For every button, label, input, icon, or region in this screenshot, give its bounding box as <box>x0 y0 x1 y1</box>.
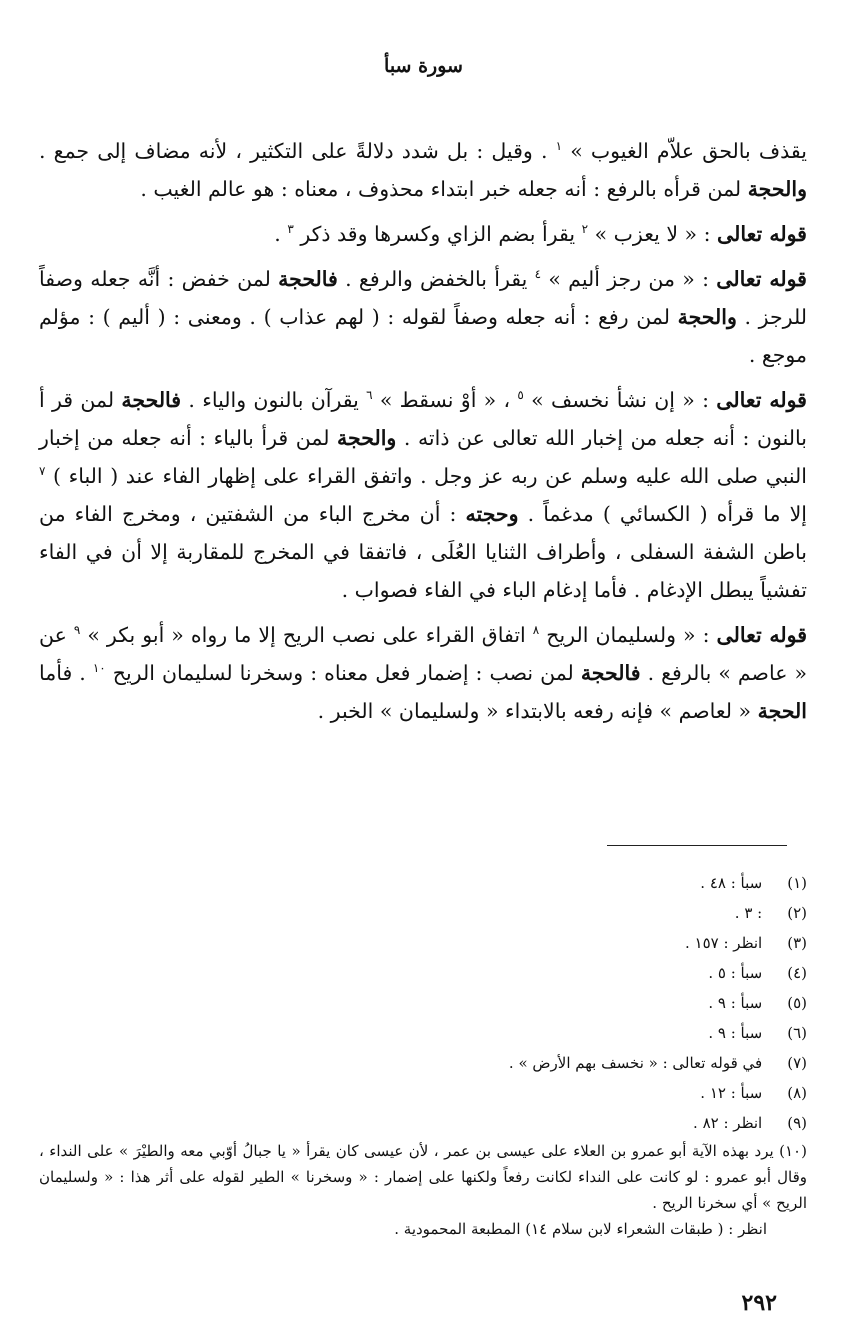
text-run: لمن قرأه بالرفع : أنه جعله خبر ابتداء محذوف ، معناه : هو عالم الغيب . <box>140 177 748 201</box>
footnote-marker: ٣ <box>287 222 294 237</box>
text-run: يقرآن بالنون والياء . <box>181 388 367 412</box>
footnote-marker: ٤ <box>534 267 542 282</box>
text-run: لمن قر أ بالنون : أنه جعله من إخبار الله تعالى عن ذاته . <box>39 388 807 450</box>
footnote-10-reference: انظر : ( طبقات الشعراء لابن سلام ١٤) المطبعة المحمودية . <box>394 1220 767 1238</box>
footnote-number: (٥) <box>787 994 807 1012</box>
text-run: يقذف بالحق علاّم الغيوب » <box>562 139 807 163</box>
keyword: قوله تعالى <box>716 388 807 412</box>
footnote-marker: ٧ <box>39 464 46 479</box>
footnote-text: انظر : ١٥٧ . <box>684 934 763 952</box>
text-run: يقرأ بضم الزاي وكسرها وقد ذكر <box>293 222 582 246</box>
footnote-10 <box>39 1138 807 1216</box>
text-run: إلا ما قرأه ( الكسائي ) مدغماً . <box>518 502 808 526</box>
footnote-marker: ٨ <box>532 623 540 638</box>
text-run: : « إن نشأ نخسف » <box>523 388 717 412</box>
footnote-marker: ٩ <box>73 623 81 638</box>
page-title: سورة سبأ <box>384 55 463 77</box>
keyword: فالحجة <box>580 661 641 685</box>
keyword: الحجة <box>757 699 807 723</box>
text-run: . <box>274 222 288 246</box>
footnote-6 <box>39 1018 807 1048</box>
footnote-divider <box>607 845 787 846</box>
text-run: لمن رفع : أنه جعله وصفاً لقوله : ( لهم عذاب ) . ومعنى : ( أليم ) : مؤلم موجع . <box>39 305 807 367</box>
keyword: قوله تعالى <box>716 267 807 291</box>
text-run: : « ولسليمان الريح <box>539 623 717 647</box>
footnote-1 <box>39 868 807 898</box>
footnote-text: سبأ : ٥ . <box>708 964 763 982</box>
text-run: . وقيل : بل شدد دلالةً على التكثير ، لأنه مضاف إلى جمع . <box>39 139 556 163</box>
footnote-marker: ٥ <box>517 388 524 403</box>
text-run: : « لا يعزب » <box>588 222 718 246</box>
footnote-text: : ٣ . <box>734 904 763 922</box>
keyword: والحجة <box>747 177 807 201</box>
footnote-number: (٨) <box>787 1084 807 1102</box>
footnote-number: (٩) <box>787 1114 807 1132</box>
footnote-9 <box>39 1108 807 1138</box>
text-run: لمن خفض : أنَّه جعله وصفاً للرجز . <box>39 267 807 329</box>
paragraph-2 <box>39 215 807 253</box>
footnote-7 <box>39 1048 807 1078</box>
footnote-5 <box>39 988 807 1018</box>
footnote-marker: ١ <box>555 139 563 154</box>
keyword: والحجة <box>677 305 737 329</box>
footnote-3 <box>39 928 807 958</box>
footnote-marker: ١٠ <box>92 661 106 676</box>
text-run: : « من رجز أليم » <box>541 267 717 291</box>
footnote-number: (١٠) <box>779 1142 807 1160</box>
footnote-number: (١) <box>787 874 807 892</box>
page-number: ٢٩٢ <box>741 1290 777 1316</box>
footnote-4 <box>39 958 807 988</box>
main-text <box>39 132 807 737</box>
footnote-text: سبأ : ٤٨ . <box>700 874 763 892</box>
paragraph-1 <box>39 132 807 208</box>
footnote-marker: ٢ <box>581 222 589 237</box>
text-run: : أن مخرج الباء من الشفتين ، ومخرج الفاء من باطن الشفة السفلى ، وأطراف الثنايا العُلَى ، فاتفقا في المخرج للمقاربة إلا أن في الفاء تفشياً يبطل الإدغام . فأما إدغام الباء في الفاء فصواب . <box>39 502 807 602</box>
footnote-number: (٧) <box>787 1054 807 1072</box>
keyword: قوله تعالى <box>717 222 807 246</box>
footnote-number: (٣) <box>787 934 807 952</box>
keyword: والحجة <box>337 426 397 450</box>
keyword: فالحجة <box>121 388 182 412</box>
footnotes <box>39 868 807 1242</box>
text-run: عن « عاصم » بالرفع . <box>39 623 807 685</box>
footnote-text: سبأ : ٩ . <box>708 994 763 1012</box>
footnote-text: سبأ : ١٢ . <box>700 1084 763 1102</box>
keyword: وحجته <box>465 502 519 526</box>
text-run: لمن قرأ بالياء : أنه جعله من إخبار النبي صلى الله عليه وسلم عن ربه عز وجل . واتفق القراء على إظهار الفاء عند ( الباء ) <box>39 426 807 488</box>
footnote-number: (٤) <box>787 964 807 982</box>
keyword: فالحجة <box>278 267 338 291</box>
footnote-text: يرد بهذه الآية أبو عمرو بن العلاء على عيسى بن عمر ، لأن عيسى كان يقرأ « يا جبالُ أوّبي معه والطيْرَ » على النداء ، وقال أبو عمرو : لو كانت على النداء لكانت رفعاً ولكنها على إضمار : « وسخرنا » الطير لقوله على أثر هذا : « ولسليمان الريح » أي سخرنا الريح . <box>39 1142 807 1212</box>
text-run: لمن نصب : إضمار فعل معناه : وسخرنا لسليمان الريح <box>105 661 581 685</box>
footnote-text: في قوله تعالى : « نخسف بهم الأرض » . <box>508 1054 763 1072</box>
footnote-marker: ٦ <box>366 388 373 403</box>
footnote-number: (٦) <box>787 1024 807 1042</box>
text-run: ، « أوْ نسقط » <box>372 388 518 412</box>
text-run: اتفاق القراء على نصب الريح إلا ما رواه « أبو بكر » <box>80 623 533 647</box>
paragraph-5 <box>39 616 807 730</box>
paragraph-3 <box>39 260 807 374</box>
footnote-2 <box>39 898 807 928</box>
text-run: . فأما <box>39 661 93 685</box>
paragraph-4 <box>39 381 807 609</box>
keyword: قوله تعالى <box>716 623 807 647</box>
footnote-8 <box>39 1078 807 1108</box>
text-run: يقرأ بالخفض والرفع . <box>337 267 535 291</box>
footnote-number: (٢) <box>787 904 807 922</box>
text-run: « لعاصم » فإنه رفعه بالابتداء « ولسليمان » الخبر . <box>317 699 758 723</box>
footnote-text: انظر : ٨٢ . <box>693 1114 763 1132</box>
footnote-text: سبأ : ٩ . <box>708 1024 763 1042</box>
